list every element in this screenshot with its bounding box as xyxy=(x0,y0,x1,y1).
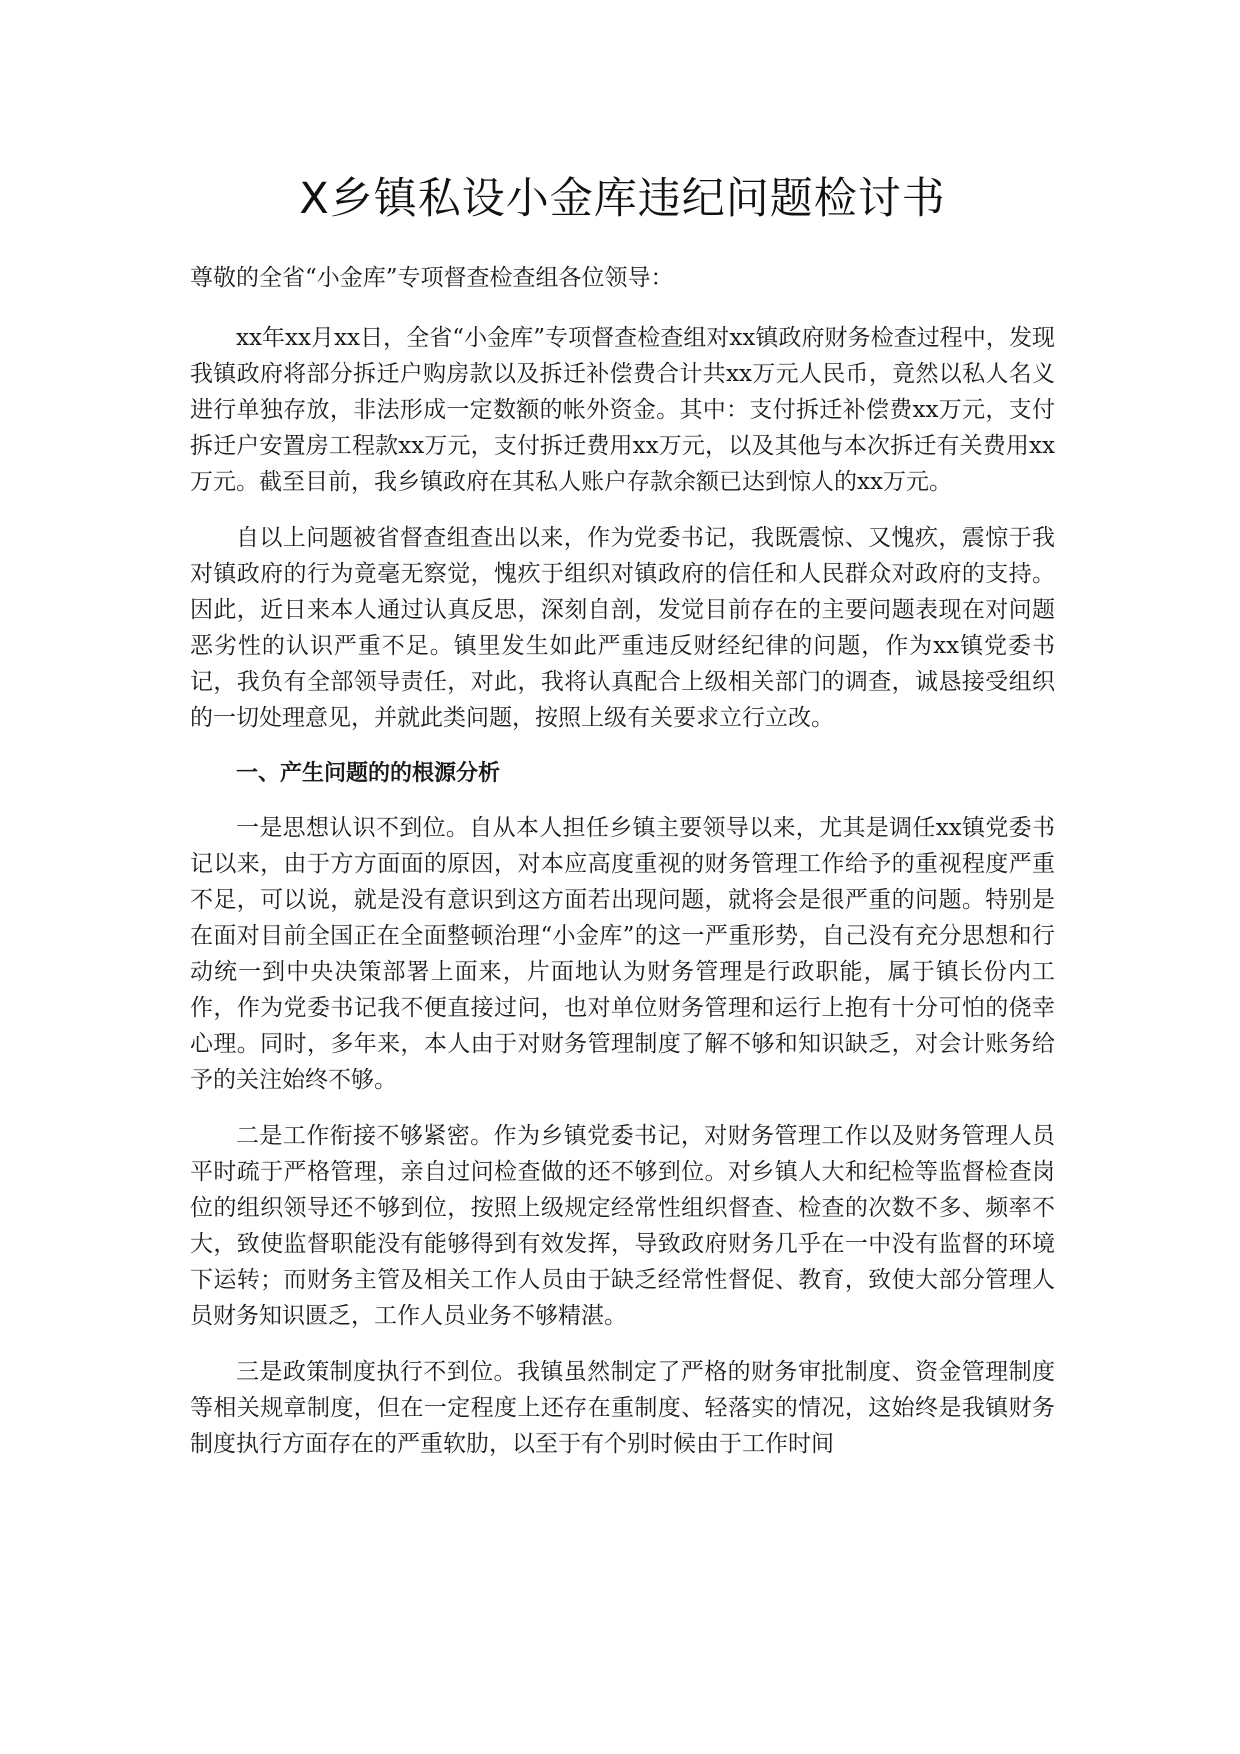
section-paragraph: 一是思想认识不到位。自从本人担任乡镇主要领导以来，尤其是调任xx镇党委书记以来，由于方方面面的原因，对本应高度重视的财务管理工作给予的重视程度严重不足，可以说，就是没有意识到这方面若出现问题，就将会是很严重的问题。特别是在面对目前全国正在全面整顿治理“小金库”的这一严重形势，自己没有充分思想和行动统一到中央决策部署上面来，片面地认为财务管理是行政职能，属于镇长份内工作，作为党委书记我不便直接过问，也对单位财务管理和运行上抱有十分可怕的侥幸心理。同时，多年来，本人由于对财务管理制度了解不够和知识缺乏，对会计账务给予的关注始终不够。 xyxy=(190,815,1055,1093)
document-title: X乡镇私设小金库违纪问题检讨书 xyxy=(299,174,946,224)
section-paragraph: 三是政策制度执行不到位。我镇虽然制定了严格的财务审批制度、资金管理制度等相关规章制度，但在一定程度上还存在重制度、轻落实的情况，这始终是我镇财务制度执行方面存在的严重软肋，以至于有个别时候由于工作时间 xyxy=(190,1359,1055,1457)
body-paragraph: 自以上问题被省督查组查出以来，作为党委书记，我既震惊、又愧疚，震惊于我对镇政府的行为竟毫无察觉，愧疚于组织对镇政府的信任和人民群众对政府的支持。因此，近日来本人通过认真反思，深刻自剖，发觉目前存在的主要问题表现在对问题恶劣性的认识严重不足。镇里发生如此严重违反财经纪律的问题，作为xx镇党委书记，我负有全部领导责任，对此，我将认真配合上级相关部门的调查，诚恳接受组织的一切处理意见，并就此类问题，按照上级有关要求立行立改。 xyxy=(190,525,1055,731)
section-paragraph: 二是工作衔接不够紧密。作为乡镇党委书记，对财务管理工作以及财务管理人员平时疏于严格管理，亲自过问检查做的还不够到位。对乡镇人大和纪检等监督检查岗位的组织领导还不够到位，按照上级规定经常性组织督查、检查的次数不多、频率不大，致使监督职能没有能够得到有效发挥，导致政府财务几乎在一中没有监督的环境下运转；而财务主管及相关工作人员由于缺乏经常性督促、教育，致使大部分管理人员财务知识匮乏，工作人员业务不够精湛。 xyxy=(190,1123,1055,1329)
salutation: 尊敬的全省“小金库”专项督查检查组各位领导： xyxy=(190,265,674,291)
body-paragraph: xx年xx月xx日，全省“小金库”专项督查检查组对xx镇政府财务检查过程中，发现我镇政府将部分拆迁户购房款以及拆迁补偿费合计共xx万元人民币，竟然以私人名义进行单独存放，非法形成一定数额的帐外资金。其中：支付拆迁补偿费xx万元，支付拆迁户安置房工程款xx万元，支付拆迁费用xx万元，以及其他与本次拆迁有关费用xx万元。截至目前，我乡镇政府在其私人账户存款余额已达到惊人的xx万元。 xyxy=(190,325,1055,495)
section-heading: 一、产生问题的的根源分析 xyxy=(236,761,501,786)
